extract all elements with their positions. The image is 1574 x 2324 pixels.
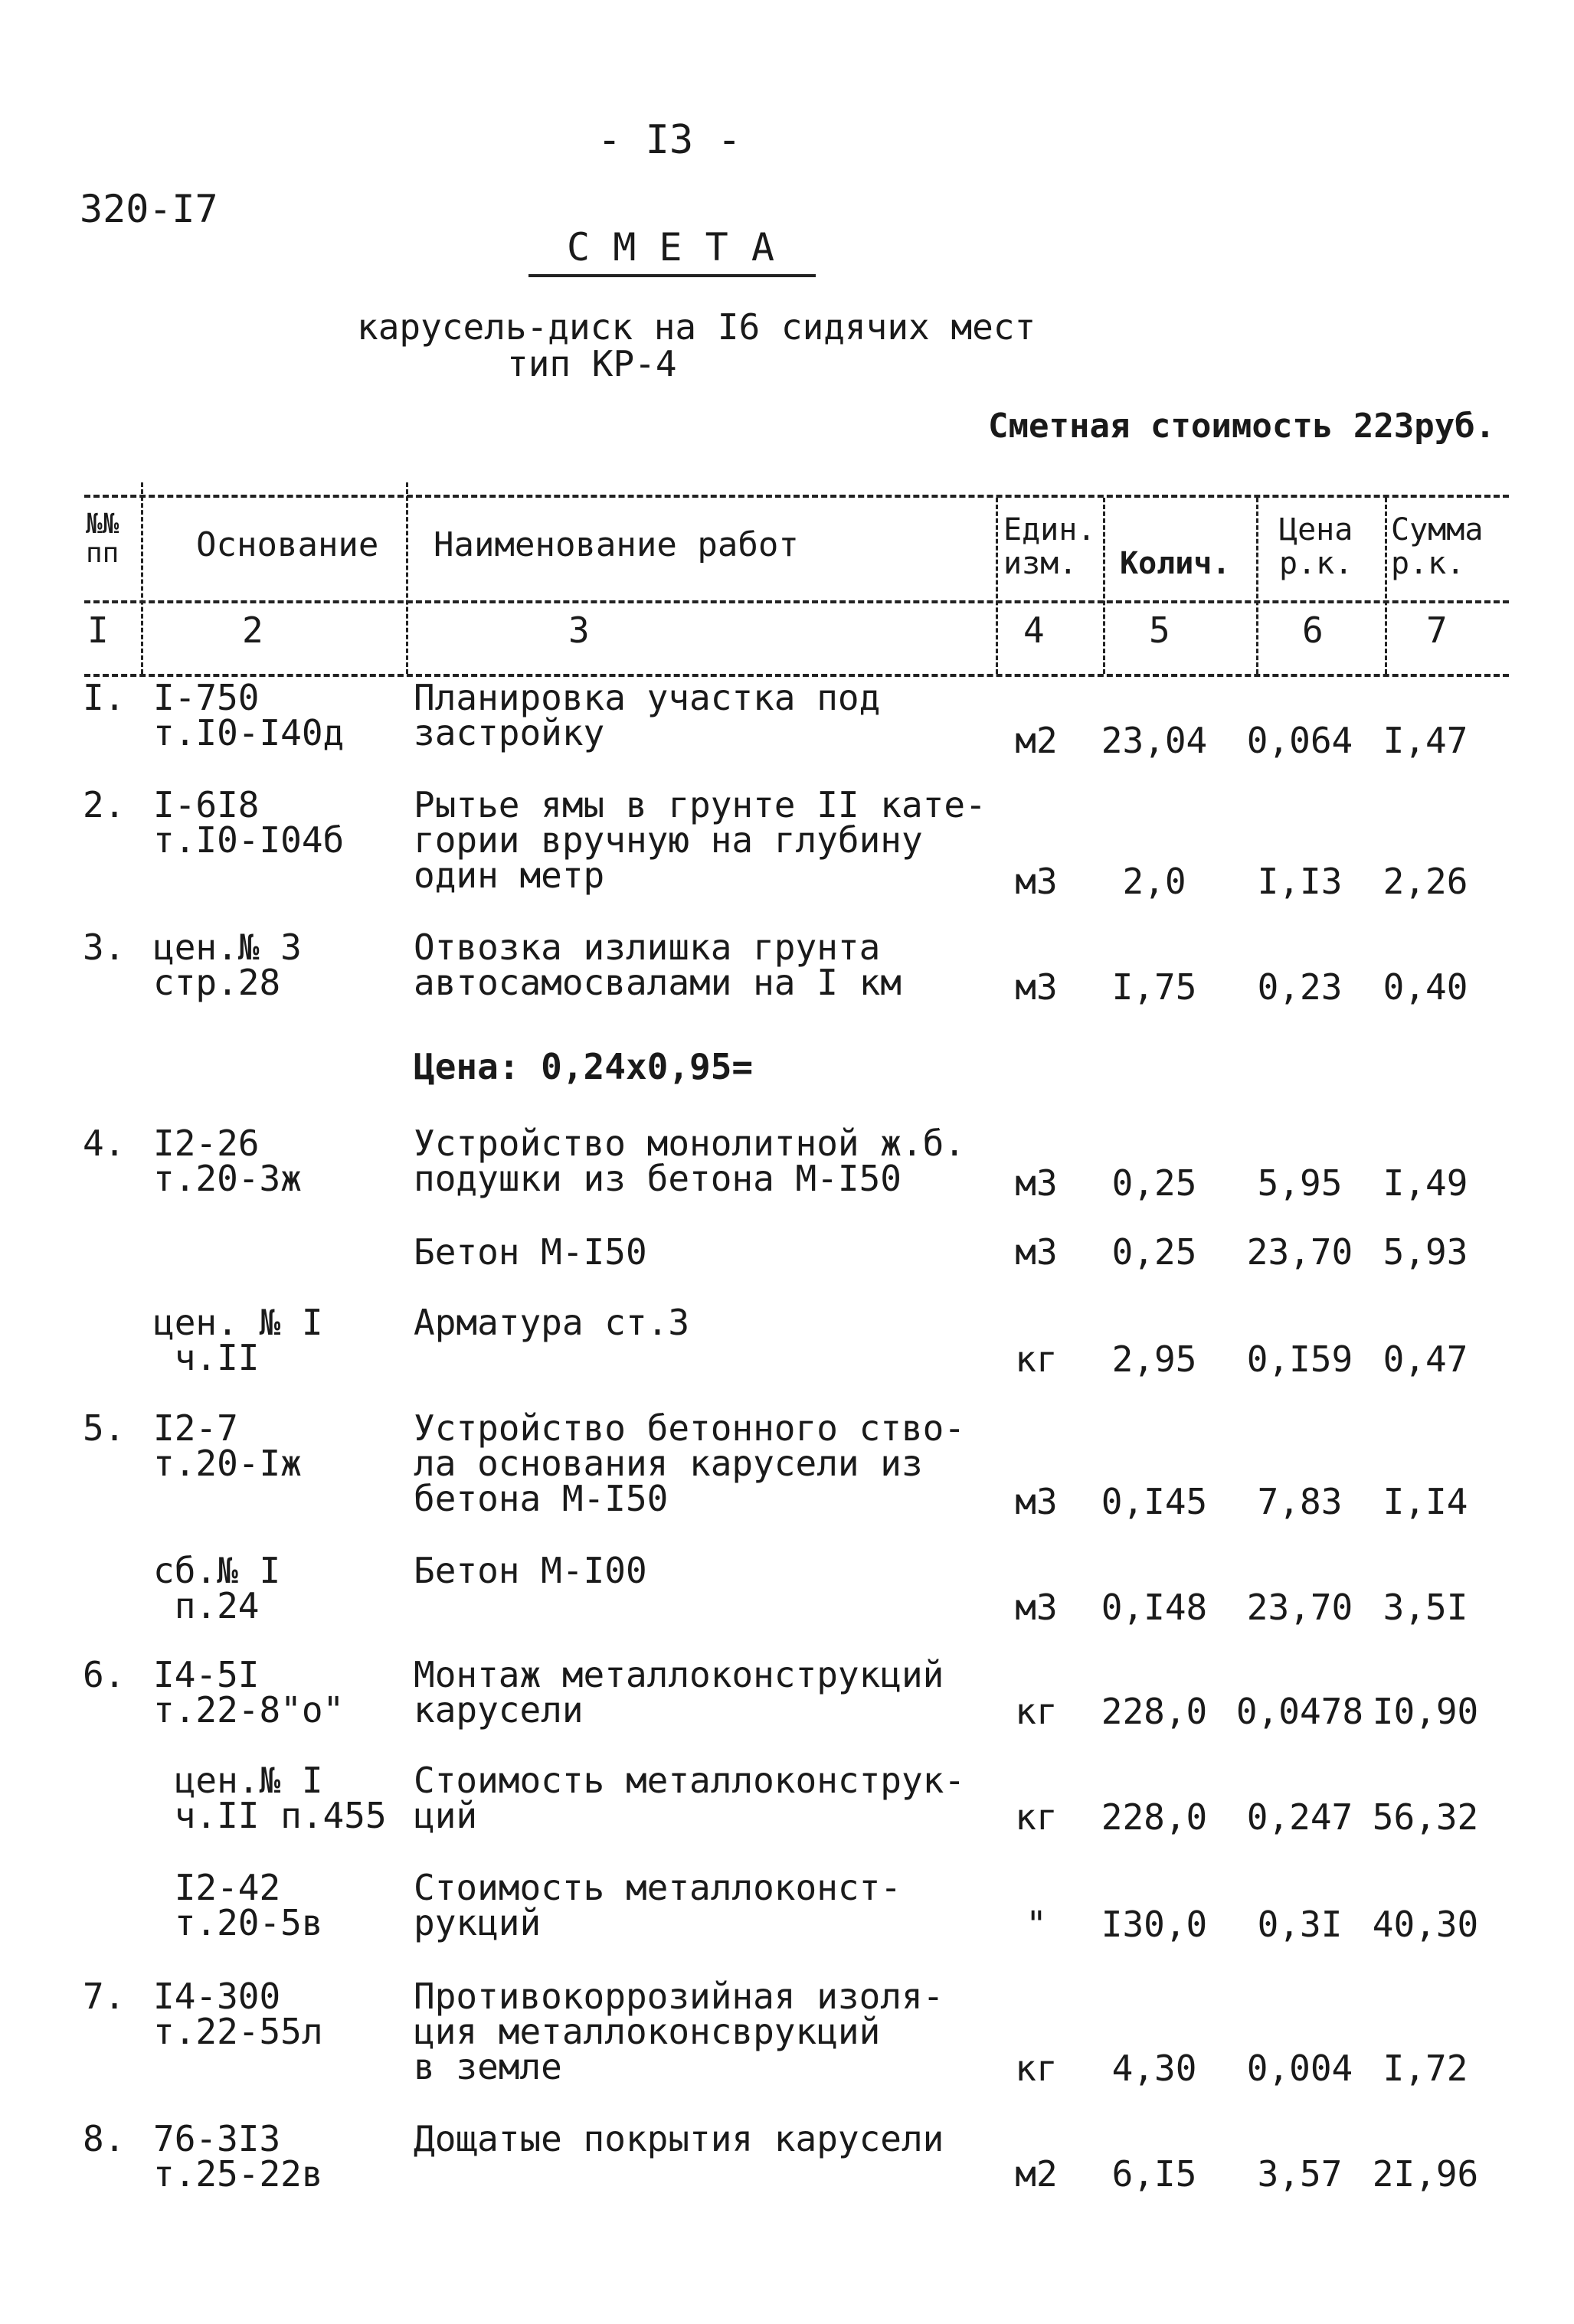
row-sum: I,72 <box>1383 2048 1468 2089</box>
row-unit: кг <box>1015 1339 1058 1380</box>
row-work-name: Рытье ямы в грунте II кате- гории вручную на глубину один метр <box>414 784 987 896</box>
row-work-name: Устройство монолитной ж.б. подушки из бетона М-I50 <box>414 1123 966 1199</box>
row-quantity: 6,I5 <box>1111 2153 1197 2195</box>
row-unit: м2 <box>1015 2153 1058 2195</box>
row-quantity: 0,25 <box>1111 1162 1197 1204</box>
row-sum: 3,5I <box>1383 1587 1468 1628</box>
header-col-num-2: 2 <box>242 610 263 651</box>
price-note: Цена: 0,24х0,95= <box>414 1046 754 1087</box>
col-sep-2 <box>406 482 408 674</box>
row-price: 23,70 <box>1246 1587 1353 1628</box>
row-basis: цен.№ I ч.II п.455 <box>174 1760 387 1836</box>
row-unit: " <box>1026 1904 1047 1945</box>
row-basis: I4-300 т.22-55л <box>153 1976 323 2052</box>
row-unit: м3 <box>1015 1162 1058 1204</box>
document-title: С М Е Т А <box>567 225 774 270</box>
header-quantity: Колич. <box>1120 546 1231 581</box>
row-sum: I0,90 <box>1372 1691 1479 1732</box>
row-sum: 56,32 <box>1372 1796 1479 1838</box>
row-basis: сб.№ I п.24 <box>153 1550 281 1626</box>
col-sep-1 <box>141 482 143 674</box>
row-sum: I,I4 <box>1383 1481 1468 1522</box>
row-work-name: Арматура ст.3 <box>414 1302 690 1343</box>
header-col-num-5: 5 <box>1149 610 1170 651</box>
row-price: I,I3 <box>1257 861 1343 902</box>
header-col-num-4: 4 <box>1023 610 1045 651</box>
row-work-name: Бетон М-I50 <box>414 1231 647 1273</box>
row-sum: 0,40 <box>1383 966 1468 1008</box>
row-unit: м3 <box>1015 1231 1058 1273</box>
col-sep-5 <box>1256 498 1258 674</box>
row-quantity: I30,0 <box>1101 1904 1208 1945</box>
row-price: 3,57 <box>1257 2153 1343 2195</box>
col-sep-3 <box>996 498 998 674</box>
row-price: 0,23 <box>1257 966 1343 1008</box>
header-sum: Сумма р.к. <box>1391 512 1484 581</box>
col-sep-4 <box>1103 498 1105 674</box>
row-price: 0,I59 <box>1246 1339 1353 1380</box>
row-work-name: Планировка участка под застройку <box>414 677 881 753</box>
row-basis: I2-42 т.20-5в <box>174 1867 323 1943</box>
row-unit: кг <box>1015 1691 1058 1732</box>
header-col-num-3: 3 <box>568 610 590 651</box>
row-quantity: 228,0 <box>1101 1796 1208 1838</box>
row-price: 0,247 <box>1246 1796 1353 1838</box>
header-number: №№ пп <box>86 508 119 569</box>
row-quantity: 228,0 <box>1101 1691 1208 1732</box>
row-unit: кг <box>1015 1796 1058 1838</box>
header-unit: Един. изм. <box>1003 512 1096 581</box>
row-price: 0,0478 <box>1235 1691 1364 1732</box>
row-sum: I,49 <box>1383 1162 1468 1204</box>
header-middle-rule <box>84 600 1509 603</box>
row-work-name: Противокоррозийная изоля- ция металлоконсврукций в земле <box>414 1976 944 2087</box>
row-basis: I2-26 т.20-3ж <box>153 1123 302 1199</box>
row-number: 4. <box>83 1123 126 1164</box>
row-basis: I2-7 т.20-Iж <box>153 1407 302 1484</box>
row-quantity: 4,30 <box>1111 2048 1197 2089</box>
row-number: 5. <box>83 1407 126 1449</box>
row-sum: 5,93 <box>1383 1231 1468 1273</box>
row-unit: м3 <box>1015 1481 1058 1522</box>
page-number: - I3 - <box>597 117 741 163</box>
row-work-name: Стоимость металлоконструк- ций <box>414 1760 966 1836</box>
row-basis: I4-5I т.22-8"о" <box>153 1654 345 1731</box>
row-number: I. <box>83 677 126 718</box>
row-basis: I-6I8 т.I0-I04б <box>153 784 345 861</box>
row-number: 2. <box>83 784 126 825</box>
header-col-num-7: 7 <box>1426 610 1448 651</box>
row-quantity: 23,04 <box>1101 720 1208 761</box>
row-unit: м3 <box>1015 861 1058 902</box>
header-col-num-1: I <box>87 610 109 651</box>
row-price: 5,95 <box>1257 1162 1343 1204</box>
row-work-name: Дощатые покрытия карусели <box>414 2118 944 2159</box>
row-work-name: Бетон М-I00 <box>414 1550 647 1591</box>
row-unit: м3 <box>1015 1587 1058 1628</box>
row-unit: м2 <box>1015 720 1058 761</box>
row-basis: I-750 т.I0-I40д <box>153 677 345 753</box>
row-price: 0,004 <box>1246 2048 1353 2089</box>
row-quantity: 2,95 <box>1111 1339 1197 1380</box>
row-number: 6. <box>83 1654 126 1695</box>
row-unit: кг <box>1015 2048 1058 2089</box>
header-work-name: Наименование работ <box>434 525 799 564</box>
estimated-cost: Сметная стоимость 223руб. <box>988 407 1496 446</box>
row-basis: цен.№ 3 стр.28 <box>153 927 302 1003</box>
subtitle-line-2: тип КР-4 <box>507 343 677 384</box>
row-quantity: 0,I48 <box>1101 1587 1208 1628</box>
row-sum: I,47 <box>1383 720 1468 761</box>
row-price: 7,83 <box>1257 1481 1343 1522</box>
row-basis: 76-3I3 т.25-22в <box>153 2118 323 2195</box>
header-basis: Основание <box>196 525 379 564</box>
row-quantity: 0,I45 <box>1101 1481 1208 1522</box>
row-work-name: Стоимость металлоконст- рукций <box>414 1867 902 1943</box>
row-quantity: 2,0 <box>1122 861 1186 902</box>
row-price: 0,064 <box>1246 720 1353 761</box>
row-price: 0,3I <box>1257 1904 1343 1945</box>
row-sum: 2,26 <box>1383 861 1468 902</box>
row-quantity: 0,25 <box>1111 1231 1197 1273</box>
row-sum: 2I,96 <box>1372 2153 1479 2195</box>
header-top-rule <box>84 495 1509 498</box>
row-work-name: Устройство бетонного ство- ла основания карусели из бетона М-I50 <box>414 1407 966 1519</box>
row-sum: 0,47 <box>1383 1339 1468 1380</box>
header-col-num-6: 6 <box>1302 610 1324 651</box>
col-sep-6 <box>1385 498 1387 674</box>
row-number: 3. <box>83 927 126 968</box>
row-sum: 40,30 <box>1372 1904 1479 1945</box>
row-number: 8. <box>83 2118 126 2159</box>
header-price: Цена р.к. <box>1279 512 1353 581</box>
title-underline <box>528 274 816 277</box>
row-unit: м3 <box>1015 966 1058 1008</box>
row-quantity: I,75 <box>1111 966 1197 1008</box>
row-basis: цен. № I ч.II <box>153 1302 323 1378</box>
row-price: 23,70 <box>1246 1231 1353 1273</box>
doc-code: 320-I7 <box>80 187 218 231</box>
row-work-name: Монтаж металлоконструкций карусели <box>414 1654 944 1731</box>
row-work-name: Отвозка излишка грунта автосамосвалами на I км <box>414 927 902 1003</box>
subtitle-line-1: карусель-диск на I6 сидячих мест <box>357 306 1036 348</box>
row-number: 7. <box>83 1976 126 2017</box>
